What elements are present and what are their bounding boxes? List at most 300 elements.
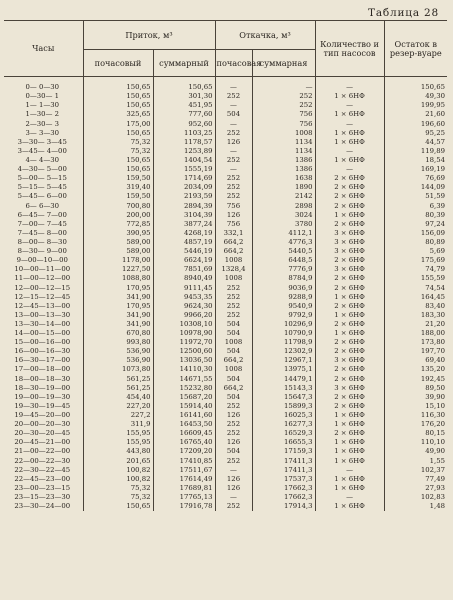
table-row xyxy=(4,438,447,447)
cell-remainder: 44,57 xyxy=(384,138,447,147)
cell-inflow-hourly: 227,2 xyxy=(83,411,153,420)
table-row xyxy=(4,447,447,456)
cell-inflow-total: 1714,69 xyxy=(153,174,215,183)
cell-pumps: 2 × 6НФ xyxy=(315,338,384,347)
cell-pump-hourly: 1008 xyxy=(215,338,252,347)
cell-pump-hourly: 126 xyxy=(215,484,252,493)
cell-pumps: — xyxy=(315,466,384,475)
cell-inflow-hourly: 150,65 xyxy=(83,502,153,511)
table-row xyxy=(4,475,447,484)
cell-pump-hourly: 126 xyxy=(215,211,252,220)
cell-inflow-total: 451,95 xyxy=(153,101,215,110)
cell-hours: 1— 1—30 xyxy=(25,101,59,110)
cell-inflow-total: 7851,69 xyxy=(153,265,215,274)
table-body xyxy=(4,77,447,512)
cell-remainder: 6,39 xyxy=(384,201,447,210)
cell-pumps: 1 × 6НФ xyxy=(315,456,384,465)
table-row xyxy=(4,220,447,229)
cell-hours: 18—30—19—00 xyxy=(14,383,71,392)
cell-inflow-total: 8940,49 xyxy=(153,274,215,283)
table-row xyxy=(4,329,447,338)
cell-pump-hourly: 332,1 xyxy=(215,229,252,238)
cell-pump-hourly: 252 xyxy=(215,283,252,292)
cell-hours: 22—45—23—00 xyxy=(14,474,71,483)
cell-remainder: 74,79 xyxy=(384,265,447,274)
cell-remainder: 80,89 xyxy=(384,238,447,247)
cell-hours: 23—00—23—15 xyxy=(14,483,71,492)
cell-pumps: — xyxy=(315,165,384,174)
cell-pumps: 1 × 6НФ xyxy=(315,475,384,484)
cell-pump-hourly: 504 xyxy=(215,347,252,356)
cell-pump-hourly: 504 xyxy=(215,329,252,338)
cell-inflow-hourly: 100,82 xyxy=(83,475,153,484)
cell-hours: 4—30— 5—00 xyxy=(17,165,67,174)
cell-inflow-total: 1178,57 xyxy=(153,138,215,147)
cell-inflow-total: 9624,30 xyxy=(153,302,215,311)
cell-pumps: 2 × 6НФ xyxy=(315,347,384,356)
cell-pump-hourly: 664,2 xyxy=(215,384,252,393)
table-row xyxy=(4,311,447,320)
cell-remainder: 192,45 xyxy=(384,375,447,384)
cell-pumps: 2 × 6НФ xyxy=(315,220,384,229)
cell-pump-total: 12967,1 xyxy=(252,356,315,365)
cell-pump-total: 10790,9 xyxy=(252,329,315,338)
cell-inflow-hourly: 993,80 xyxy=(83,338,153,347)
cell-pump-hourly: 504 xyxy=(215,110,252,119)
table-row xyxy=(4,174,447,183)
cell-pumps: 3 × 6НФ xyxy=(315,229,384,238)
cell-pumps: 2 × 6НФ xyxy=(315,256,384,265)
cell-inflow-total: 5446,19 xyxy=(153,247,215,256)
cell-hours: 20—45—21—00 xyxy=(14,438,71,447)
cell-inflow-total: 17916,78 xyxy=(153,502,215,511)
cell-remainder: 1,55 xyxy=(384,456,447,465)
table-row xyxy=(4,83,447,92)
cell-pump-hourly: — xyxy=(215,101,252,110)
table-row xyxy=(4,138,447,147)
cell-remainder: 97,24 xyxy=(384,220,447,229)
table-row xyxy=(4,320,447,329)
table-row xyxy=(4,229,447,238)
cell-inflow-total: 17689,81 xyxy=(153,484,215,493)
cell-hours: 22—30—22—45 xyxy=(14,465,71,474)
cell-pump-total: 9792,9 xyxy=(252,311,315,320)
cell-pump-total: 1134 xyxy=(252,147,315,156)
cell-hours: 8—30— 9—00 xyxy=(17,247,67,256)
cell-inflow-total: 15687,20 xyxy=(153,393,215,402)
cell-pump-hourly: — xyxy=(215,147,252,156)
cell-pumps: — xyxy=(315,493,384,502)
cell-pumps: 2 × 6НФ xyxy=(315,402,384,411)
cell-pumps: 1 × 6НФ xyxy=(315,502,384,511)
cell-inflow-hourly: 170,95 xyxy=(83,302,153,311)
cell-inflow-hourly: 311,9 xyxy=(83,420,153,429)
cell-pumps: 2 × 6НФ xyxy=(315,183,384,192)
cell-hours: 3—45— 4—00 xyxy=(17,146,67,155)
cell-pump-hourly: — xyxy=(215,83,252,92)
cell-inflow-hourly: 443,80 xyxy=(83,447,153,456)
cell-inflow-total: 1555,19 xyxy=(153,165,215,174)
cell-hours: 3— 3—30 xyxy=(25,128,59,137)
cell-pump-hourly: 126 xyxy=(215,411,252,420)
cell-pump-total: 17411,3 xyxy=(252,456,315,465)
cell-inflow-total: 17765,13 xyxy=(153,493,215,502)
cell-pump-total: 1890 xyxy=(252,183,315,192)
cell-hours: 16—30—17—00 xyxy=(14,356,71,365)
cell-pump-total: 16529,3 xyxy=(252,429,315,438)
cell-pumps: 2 × 6НФ xyxy=(315,429,384,438)
cell-hours: 1—30— 2 xyxy=(25,110,59,119)
cell-pump-total: 1638 xyxy=(252,174,315,183)
cell-pump-hourly: 252 xyxy=(215,192,252,201)
cell-inflow-hourly: 170,95 xyxy=(83,283,153,292)
cell-pump-total: 8784,9 xyxy=(252,274,315,283)
cell-pump-total: 14479,1 xyxy=(252,375,315,384)
cell-inflow-hourly: 341,90 xyxy=(83,320,153,329)
table-row xyxy=(4,183,447,192)
table-row xyxy=(4,165,447,174)
cell-inflow-total: 952,60 xyxy=(153,119,215,128)
cell-remainder: 155,59 xyxy=(384,274,447,283)
cell-inflow-total: 3877,24 xyxy=(153,220,215,229)
cell-remainder: 95,25 xyxy=(384,129,447,138)
cell-inflow-hourly: 159,50 xyxy=(83,174,153,183)
cell-inflow-hourly: 75,32 xyxy=(83,147,153,156)
cell-inflow-total: 3104,39 xyxy=(153,211,215,220)
cell-inflow-hourly: 150,65 xyxy=(83,83,153,92)
cell-hours: 13—30—14—00 xyxy=(14,319,71,328)
cell-pump-total: 252 xyxy=(252,92,315,101)
cell-pumps: — xyxy=(315,83,384,92)
cell-inflow-hourly: 150,65 xyxy=(83,129,153,138)
cell-pump-hourly: 756 xyxy=(215,201,252,210)
cell-inflow-total: 17614,49 xyxy=(153,475,215,484)
cell-remainder: 156,09 xyxy=(384,229,447,238)
table-row xyxy=(4,384,447,393)
table-row xyxy=(4,147,447,156)
table-row xyxy=(4,101,447,110)
cell-pump-total: 16277,3 xyxy=(252,420,315,429)
cell-inflow-hourly: 589,00 xyxy=(83,247,153,256)
cell-hours: 9—00—10—00 xyxy=(16,256,68,265)
cell-inflow-hourly: 700,80 xyxy=(83,201,153,210)
cell-pumps: 1 × 6НФ xyxy=(315,211,384,220)
cell-remainder: 1,48 xyxy=(384,502,447,511)
cell-pump-total: 3024 xyxy=(252,211,315,220)
cell-inflow-total: 15914,40 xyxy=(153,402,215,411)
cell-inflow-total: 777,60 xyxy=(153,110,215,119)
cell-remainder: 144,09 xyxy=(384,183,447,192)
cell-hours: 5—00— 5—15 xyxy=(17,174,67,183)
cell-hours: 11—00—12—00 xyxy=(14,274,71,283)
table-row xyxy=(4,365,447,374)
cell-remainder: 5,69 xyxy=(384,247,447,256)
table-header xyxy=(4,21,447,77)
cell-pump-total: 17159,3 xyxy=(252,447,315,456)
cell-inflow-total: 2894,39 xyxy=(153,201,215,210)
header-hours: Часы xyxy=(4,21,83,77)
table-row xyxy=(4,393,447,402)
cell-inflow-hourly: 1178,00 xyxy=(83,256,153,265)
cell-pumps: 2 × 6НФ xyxy=(315,320,384,329)
cell-pump-total: 1134 xyxy=(252,138,315,147)
cell-pumps: 2 × 6НФ xyxy=(315,192,384,201)
cell-pump-total: 5440,5 xyxy=(252,247,315,256)
cell-pumps: — xyxy=(315,147,384,156)
table-row xyxy=(4,456,447,465)
cell-inflow-total: 17209,20 xyxy=(153,447,215,456)
cell-inflow-total: 16141,60 xyxy=(153,411,215,420)
cell-pump-total: 4776,3 xyxy=(252,238,315,247)
table-row xyxy=(4,338,447,347)
cell-pumps: 2 × 6НФ xyxy=(315,365,384,374)
cell-pumps: 1 × 6НФ xyxy=(315,420,384,429)
cell-inflow-hourly: 390,95 xyxy=(83,229,153,238)
table-row xyxy=(4,201,447,210)
cell-inflow-hourly: 75,32 xyxy=(83,138,153,147)
cell-pump-hourly: — xyxy=(215,165,252,174)
cell-remainder: 102,83 xyxy=(384,493,447,502)
cell-pump-total: 16655,3 xyxy=(252,438,315,447)
cell-pumps: 1 × 6НФ xyxy=(315,138,384,147)
cell-hours: 19—00—19—30 xyxy=(14,392,71,401)
cell-pump-total: 1386 xyxy=(252,156,315,165)
cell-pump-total: 4112,1 xyxy=(252,229,315,238)
cell-inflow-total: 1253,89 xyxy=(153,147,215,156)
table-row xyxy=(4,256,447,265)
cell-pumps: 1 × 6НФ xyxy=(315,484,384,493)
table-row xyxy=(4,247,447,256)
cell-pump-hourly: 252 xyxy=(215,92,252,101)
cell-pump-hourly: 252 xyxy=(215,502,252,511)
cell-remainder: 135,20 xyxy=(384,365,447,374)
cell-inflow-hourly: 150,65 xyxy=(83,92,153,101)
cell-remainder: 197,70 xyxy=(384,347,447,356)
cell-remainder: 196,60 xyxy=(384,119,447,128)
cell-hours: 12—45—13—00 xyxy=(14,301,71,310)
cell-remainder: 18,54 xyxy=(384,156,447,165)
table-row xyxy=(4,211,447,220)
cell-pump-total: 1008 xyxy=(252,129,315,138)
cell-remainder: 39,90 xyxy=(384,393,447,402)
cell-inflow-hourly: 227,20 xyxy=(83,402,153,411)
cell-inflow-total: 150,65 xyxy=(153,83,215,92)
cell-inflow-total: 15232,80 xyxy=(153,384,215,393)
cell-pump-hourly: 664,2 xyxy=(215,356,252,365)
cell-hours: 21—00—22—00 xyxy=(14,447,71,456)
cell-pump-hourly: 126 xyxy=(215,475,252,484)
table-row xyxy=(4,274,447,283)
cell-pumps: 1 × 6НФ xyxy=(315,129,384,138)
cell-remainder: 80,39 xyxy=(384,211,447,220)
cell-pump-hourly: 252 xyxy=(215,293,252,302)
cell-inflow-hourly: 341,90 xyxy=(83,311,153,320)
cell-pumps: 2 × 6НФ xyxy=(315,274,384,283)
cell-pump-hourly: 252 xyxy=(215,311,252,320)
cell-inflow-total: 17410,85 xyxy=(153,456,215,465)
cell-pump-total: 6448,5 xyxy=(252,256,315,265)
cell-inflow-hourly: 1073,80 xyxy=(83,365,153,374)
cell-pumps: 2 × 6НФ xyxy=(315,302,384,311)
table-row xyxy=(4,156,447,165)
cell-inflow-hourly: 201,65 xyxy=(83,456,153,465)
cell-pump-total: 13975,1 xyxy=(252,365,315,374)
cell-remainder: 176,20 xyxy=(384,420,447,429)
cell-inflow-hourly: 175,00 xyxy=(83,119,153,128)
table-row xyxy=(4,411,447,420)
cell-hours: 23—15—23—30 xyxy=(14,493,71,502)
cell-remainder: 21,20 xyxy=(384,320,447,329)
cell-pump-hourly: 756 xyxy=(215,220,252,229)
cell-inflow-total: 9453,35 xyxy=(153,293,215,302)
cell-pump-hourly: 664,2 xyxy=(215,238,252,247)
cell-inflow-total: 4268,19 xyxy=(153,229,215,238)
cell-pump-total: 10296,9 xyxy=(252,320,315,329)
table-row xyxy=(4,429,447,438)
cell-pump-hourly: 504 xyxy=(215,393,252,402)
cell-hours: 22—00—22—30 xyxy=(14,456,71,465)
cell-pumps: 1 × 6НФ xyxy=(315,447,384,456)
table-row xyxy=(4,129,447,138)
cell-pump-hourly: 252 xyxy=(215,129,252,138)
cell-pumps: 3 × 6НФ xyxy=(315,356,384,365)
table-row xyxy=(4,265,447,274)
cell-remainder: 173,80 xyxy=(384,338,447,347)
table-row xyxy=(4,402,447,411)
cell-remainder: 27,93 xyxy=(384,484,447,493)
cell-pumps: 1 × 6НФ xyxy=(315,411,384,420)
cell-pumps: 2 × 6НФ xyxy=(315,283,384,292)
cell-inflow-total: 11972,70 xyxy=(153,338,215,347)
cell-pump-hourly: — xyxy=(215,119,252,128)
cell-hours: 7—45— 8—00 xyxy=(17,228,67,237)
cell-pump-hourly: — xyxy=(215,493,252,502)
cell-pumps: 1 × 6НФ xyxy=(315,329,384,338)
cell-inflow-hourly: 200,00 xyxy=(83,211,153,220)
cell-inflow-total: 13036,50 xyxy=(153,356,215,365)
table-row xyxy=(4,493,447,502)
cell-pump-total: 9036,9 xyxy=(252,283,315,292)
cell-remainder: 175,69 xyxy=(384,256,447,265)
table-row xyxy=(4,466,447,475)
cell-hours: 8—00— 8—30 xyxy=(17,237,67,246)
cell-hours: 3—30— 3—45 xyxy=(17,137,67,146)
cell-pump-total: 15143,3 xyxy=(252,384,315,393)
cell-pump-total: 12302,9 xyxy=(252,347,315,356)
cell-pump-hourly: 252 xyxy=(215,429,252,438)
cell-pump-hourly: 1008 xyxy=(215,365,252,374)
cell-remainder: 21,60 xyxy=(384,110,447,119)
cell-pump-total: 252 xyxy=(252,101,315,110)
cell-remainder: 77,49 xyxy=(384,475,447,484)
header-inflow: Приток, м³ xyxy=(83,21,215,50)
cell-inflow-total: 6624,19 xyxy=(153,256,215,265)
table-row xyxy=(4,302,447,311)
cell-pump-total: 17662,3 xyxy=(252,493,315,502)
cell-hours: 6— 6—30 xyxy=(25,201,59,210)
cell-pump-total: 1386 xyxy=(252,165,315,174)
cell-pump-hourly: 504 xyxy=(215,320,252,329)
cell-remainder: 49,90 xyxy=(384,447,447,456)
cell-pump-hourly: 1008 xyxy=(215,274,252,283)
cell-remainder: 74,54 xyxy=(384,283,447,292)
cell-inflow-hourly: 536,90 xyxy=(83,347,153,356)
cell-pumps: 1 × 6НФ xyxy=(315,311,384,320)
cell-pumps: 3 × 6НФ xyxy=(315,384,384,393)
cell-pump-hourly: 126 xyxy=(215,138,252,147)
cell-hours: 2—30— 3 xyxy=(25,119,59,128)
cell-inflow-total: 17511,67 xyxy=(153,466,215,475)
cell-hours: 20—00—20—30 xyxy=(14,420,71,429)
cell-inflow-total: 1103,25 xyxy=(153,129,215,138)
cell-hours: 0—30— 1 xyxy=(25,92,59,101)
cell-pump-total: 756 xyxy=(252,119,315,128)
table-row xyxy=(4,347,447,356)
cell-hours: 19—30—19—45 xyxy=(14,401,71,410)
cell-pump-total: 15899,3 xyxy=(252,402,315,411)
header-inflow-hourly: почасовый xyxy=(83,50,153,77)
header-pumping: Откачка, м³ xyxy=(215,21,315,50)
cell-pump-hourly: 252 xyxy=(215,156,252,165)
header-pumps: Количество и тип насосов xyxy=(315,21,384,77)
table-caption: Таблица 28 xyxy=(368,7,439,19)
cell-hours: 13—00—13—30 xyxy=(14,310,71,319)
table-row xyxy=(4,420,447,429)
cell-inflow-total: 2034,09 xyxy=(153,183,215,192)
cell-hours: 12—15—12—45 xyxy=(14,292,71,301)
cell-inflow-hourly: 536,90 xyxy=(83,356,153,365)
cell-hours: 5—15— 5—45 xyxy=(17,183,67,192)
table-row xyxy=(4,484,447,493)
cell-pump-hourly: 126 xyxy=(215,438,252,447)
cell-inflow-total: 9111,45 xyxy=(153,283,215,292)
cell-pump-total: 2142 xyxy=(252,192,315,201)
cell-pump-hourly: 252 xyxy=(215,174,252,183)
cell-pump-hourly: 1008 xyxy=(215,256,252,265)
cell-hours: 7—00— 7—45 xyxy=(17,219,67,228)
cell-inflow-hourly: 454,40 xyxy=(83,393,153,402)
cell-pumps: 1 × 6НФ xyxy=(315,156,384,165)
cell-inflow-total: 16765,40 xyxy=(153,438,215,447)
cell-pumps: 2 × 6НФ xyxy=(315,375,384,384)
cell-inflow-total: 1404,54 xyxy=(153,156,215,165)
cell-inflow-total: 10978,90 xyxy=(153,329,215,338)
cell-pumps: 2 × 6НФ xyxy=(315,174,384,183)
cell-pump-total: 2898 xyxy=(252,201,315,210)
cell-remainder: 150,65 xyxy=(384,83,447,92)
cell-inflow-total: 12500,60 xyxy=(153,347,215,356)
cell-pump-total: 17411,3 xyxy=(252,466,315,475)
cell-pump-total: 3780 xyxy=(252,220,315,229)
cell-inflow-hourly: 561,25 xyxy=(83,384,153,393)
cell-hours: 10—00—11—00 xyxy=(14,265,71,274)
cell-inflow-hourly: 155,95 xyxy=(83,429,153,438)
cell-inflow-total: 301,30 xyxy=(153,92,215,101)
table-row xyxy=(4,192,447,201)
cell-pumps: 3 × 6НФ xyxy=(315,265,384,274)
cell-inflow-hourly: 341,90 xyxy=(83,293,153,302)
cell-remainder: 183,30 xyxy=(384,311,447,320)
cell-pump-hourly: 504 xyxy=(215,447,252,456)
cell-inflow-hourly: 319,40 xyxy=(83,183,153,192)
cell-remainder: 89,50 xyxy=(384,384,447,393)
cell-remainder: 188,00 xyxy=(384,329,447,338)
cell-inflow-total: 2193,59 xyxy=(153,192,215,201)
cell-hours: 19—45—20—00 xyxy=(14,411,71,420)
cell-inflow-hourly: 155,95 xyxy=(83,438,153,447)
cell-inflow-hourly: 772,85 xyxy=(83,220,153,229)
cell-inflow-total: 14110,30 xyxy=(153,365,215,374)
